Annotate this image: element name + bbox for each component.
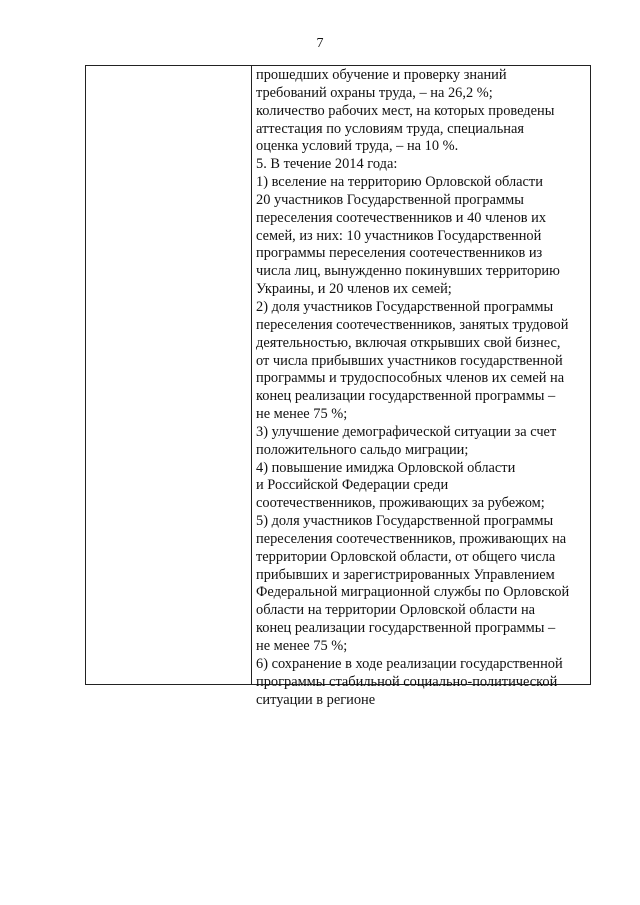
text-line: 5. В течение 2014 года: [256, 156, 398, 173]
text-line: от числа прибывших участников государственной [256, 352, 563, 369]
text-line: территории Орловской области, от общего числа [256, 548, 556, 565]
text-line: 5) доля участников Государственной программы [256, 513, 554, 530]
text-line: и Российской Федерации среди [256, 477, 449, 494]
text-line: 1) вселение на территорию Орловской области [256, 174, 543, 191]
document-table [85, 65, 591, 708]
text-line: семей, из них: 10 участников Государственной [256, 227, 542, 244]
text-line: Украины, и 20 членов их семей; [256, 281, 452, 298]
text-line: прошедших обучение и проверку знаний [256, 67, 507, 83]
text-line: 6) сохранение в ходе реализации государственной [256, 655, 563, 672]
text-line: переселения соотечественников, занятых трудовой [256, 316, 569, 333]
text-line: прибывших и зарегистрированных Управлением [256, 566, 555, 583]
text-line: конец реализации государственной программы – [256, 620, 556, 637]
text-line: аттестация по условиям труда, специальная [256, 120, 524, 137]
text-line: переселения соотечественников, проживающих на [256, 530, 567, 547]
text-line: деятельностью, включая открывших свой бизнес, [256, 334, 561, 351]
text-line: 3) улучшение демографической ситуации за счет [256, 423, 557, 440]
text-line: не менее 75 %; [256, 406, 348, 423]
text-line: требований охраны труда, – на 26,2 %; [256, 84, 493, 101]
text-line: 2) доля участников Государственной программы [256, 298, 554, 315]
text-line: положительного сальдо миграции; [256, 441, 469, 458]
text-line: количество рабочих мест, на которых проведены [256, 102, 555, 119]
text-line: Федеральной миграционной службы по Орловской [256, 584, 570, 601]
text-line: конец реализации государственной программы – [256, 388, 556, 405]
text-line: программы и трудоспособных членов их семей на [256, 370, 565, 387]
text-line: соотечественников, проживающих за рубежом; [256, 495, 545, 512]
table-cell-right [252, 66, 590, 708]
text-line: программы стабильной социально-политической [256, 673, 558, 690]
table-cell-left [86, 66, 252, 684]
text-line: программы переселения соотечественников из [256, 245, 543, 262]
text-line: 4) повышение имиджа Орловской области [256, 459, 516, 476]
text-line: 20 участников Государственной программы [256, 191, 524, 208]
text-line: оценка условий труда, – на 10 %. [256, 138, 459, 155]
text-line: числа лиц, вынужденно покинувших территорию [256, 263, 560, 280]
text-line: переселения соотечественников и 40 членов их [256, 209, 547, 226]
text-line: не менее 75 %; [256, 638, 348, 654]
page-number: 7 [316, 36, 324, 51]
text-line: области на территории Орловской области на [256, 602, 536, 619]
text-line: ситуации в регионе [256, 691, 376, 708]
